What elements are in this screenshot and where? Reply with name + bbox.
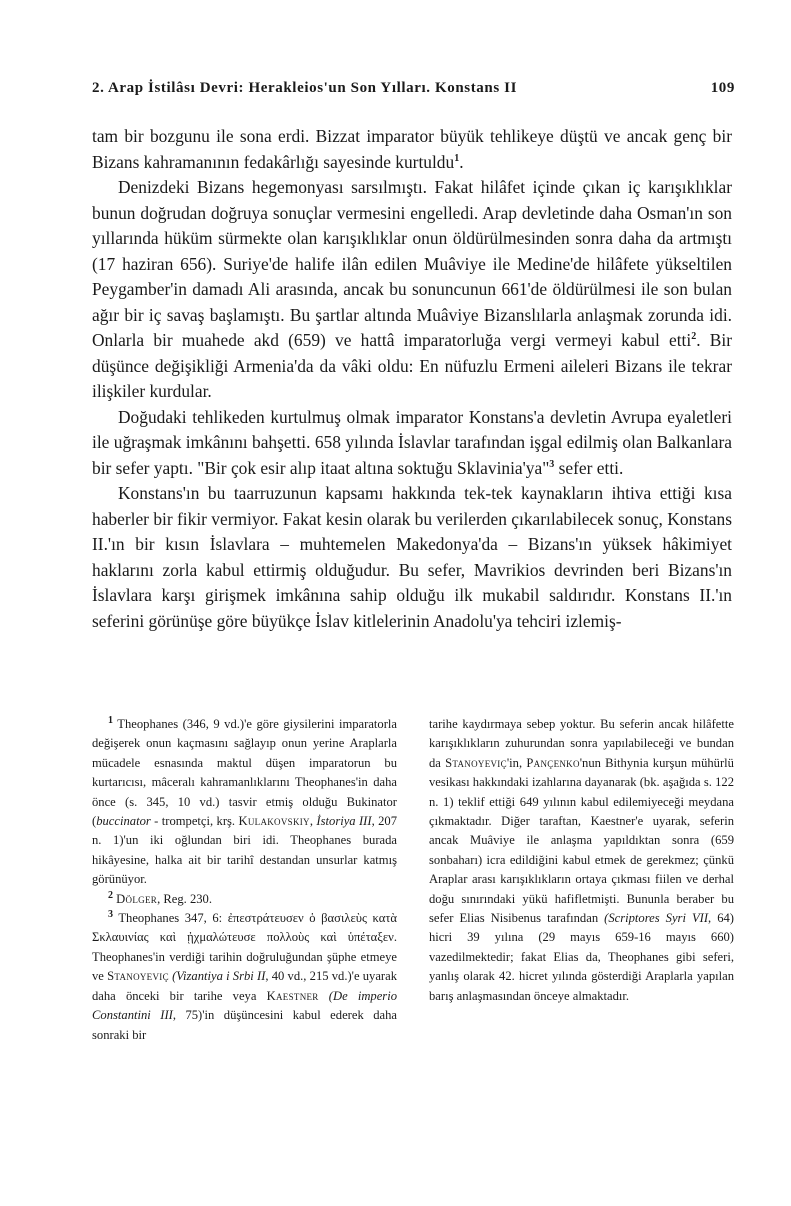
footnote-2-mark: 2 [108, 889, 113, 901]
footnote-3-cont-text-a: tarihe kaydırmaya sebep yoktur. Bu seferin ancak hilâfette karışıklıkların zuhurundan sonra yapılabileceği ve bundan da [429, 717, 734, 770]
paragraph-3-text-b: sefer etti. [554, 457, 624, 478]
footnote-2-ref: , Reg. 230. [157, 891, 212, 906]
footnotes-left-column [92, 715, 397, 1045]
footnote-ref-3: 3 [549, 458, 555, 470]
footnote-3-work-1: (Vizantiya i Srbi II [168, 969, 266, 984]
footnote-3-cont-text-b: 'in, [506, 755, 527, 770]
paragraph-1: tam bir bozgunu ile sona erdi. Bizzat imparator büyük tehlikeye düştü ve ancak genç bir Bizans kahramanının fedakârlığı sayesinde kurtuldu$^1$. [92, 126, 732, 172]
chapter-title: 2. Arap İstilâsı Devri: Herakleios'un Son Yılları. Konstans II [92, 80, 518, 96]
footnote-1-text-a: Theophanes (346, 9 vd.)'e göre giysilerini imparatorla değişerek onun kaçmasını sağlayıp onun yerine Araplarla mücadele esnasında maktul düşen imparatorun bu kurtarıcısı, mâceralı kahramanlıklarını Theophanes'in daha önce (s. 345, 10 vd.) tasvir etmiş olduğu Bukinator ( [92, 717, 397, 829]
footnote-3-mark: 3 [108, 908, 113, 920]
paragraph-2 [92, 175, 732, 405]
footnotes-right-column [429, 715, 734, 1006]
footnote-3-author-2: Kaestner [266, 988, 319, 1003]
footnote-1-work: İstoriya III [316, 814, 372, 829]
footnote-3-continued [429, 715, 734, 1006]
footnote-1-term: buccinator [96, 814, 151, 829]
paragraph-1-text: tam bir bozgunu ile sona erdi. Bizzat imparator büyük tehlikeye düştü ve ancak genç bir Bizans kahramanının fedakârlığı sayesinde kurtuldu [92, 126, 732, 172]
paragraph-2-text-b: . Bir düşünce değişikliği Armenia'da da vâki oldu: En nüfuzlu Ermeni aileleri Bizans ile tekrar ilişkiler kurdular. [92, 330, 732, 401]
paragraph-3 [92, 405, 732, 482]
paragraph-3-text-a: Doğudaki tehlikeden kurtulmuş olmak imparator Konstans'a devletin Avrupa eyaletleri ile uğraşmak imkânını bahşetti. 658 yılında İslavlar tarafından işgal edilmiş olan Balkanlara bir sefer yaptı. "Bir çok esir alıp itaat altına soktuğu Sklavinia'ya" [92, 406, 732, 478]
footnote-3 [92, 909, 397, 1045]
footnote-3-author-1: Stanoyeviç [107, 969, 169, 984]
footnote-3-text-a: Theophanes 347, 6: ἐπεστράτευσεν ὁ βασιλεὺς κατὰ Σκλαυινίας καὶ ᾐχμαλώτευσε πολλοὺς καὶ ὑπέταξεν. Theophanes'in verdiği tarihin doğruluğundan şüphe etmeye ve [92, 911, 398, 984]
footnotes [92, 715, 734, 1145]
paragraph-4: Konstans'ın bu taarruzunun kapsamı hakkında tek-tek kaynakların ihtiva ettiği kısa haberler bir fikir vermiyor. Fakat kesin olarak bu verilerden çıkarılabilecek sonuç, Konstans II.'ın bir kısın İslavlara – muhtemelen Makedonya'da – Bizans'ın yüksek hâkimiyet haklarını zorla kabul ettirmiş olduğudur. Bu sefer, Mavrikios devrinden beri Bizans'ın İslavlara karşı girişmek imkânına sahip olduğu ilk mukabil saldırıdır. Konstans II.'ın seferini görünüşe göre büyükçe İslav kitlelerinin Anadolu'ya tehciri izlemiş- [92, 483, 732, 631]
footnote-3-cont-author-2: Pançenko [526, 755, 580, 770]
footnote-3-text-b: , 40 vd., 215 vd.)'e uyarak daha önceki bir tarihe veya [92, 969, 397, 1003]
footnote-1 [92, 715, 397, 890]
footnote-ref-1: 1 [454, 152, 460, 164]
footnote-3-cont-text-c: 'nun Bithynia kurşun mühürlü vesikası hakkındaki izahlarına dayanarak (bk. aşağıda s. 122 n. 1) teklif ettiği 649 yılının kabul edilemiyeceği meydana çıkmaktadır. Diğer taraftan, Kaestner'e uyarak, seferin ancak Muâviye ile anlaşma yapıldıktan sonra (659 sonbaharı) icra edildiğini kabul etmek de gerekmez; çünkü Araplar arası karışıklıkların ortaya çıkması fiilen ve derhal doğu sınırındaki yükü hafifletmişti. Bununla beraber bu sefer Elias Nisibenus tarafından [429, 755, 734, 926]
footnote-3-work-2: (De imperio Constantini III [92, 988, 397, 1023]
main-text [92, 124, 732, 634]
footnote-ref-2: 2 [691, 331, 697, 343]
running-head [92, 80, 735, 104]
footnote-3-cont-text-d: , 64) hicri 39 yılına (29 mayıs 659-16 mayıs 660) vazedilmektedir; fakat Elias da, Theophanes gibi seferi, yanlış olarak 42. hicret yılında gösterdiği Araplarla yapılan barış anlaşmasından önceye almaktadır. [429, 911, 734, 1003]
footnote-3-cont-work: (Scriptores Syri VII [604, 911, 709, 926]
footnote-2-author: Dölger [116, 891, 158, 906]
footnote-3-cont-author-1: Stanoyeviç [445, 755, 507, 770]
footnote-1-text-d: , 207 n. 1)'un iki oğlundan biri idi. Theophanes burada hikâyesine, halka ait bir tarihî destandan unsurlar katmış görünüyor. [92, 814, 398, 887]
footnote-2 [92, 890, 397, 909]
page-number: 109 [710, 80, 735, 96]
footnote-1-mark: 1 [108, 714, 113, 726]
paragraph-2-text-a: Denizdeki Bizans hegemonyası sarsılmıştı. Fakat hilâfet içinde çıkan iç karışıklıklar bunun doğrudan doğruya sonuçlar vermesini engelledi. Arap devletinde daha Osman'ın son yıllarında hüküm sürmekte olan karışıklıklar onun öldürülmesinden sonra daha da artmıştı (17 haziran 656). Suriye'de halife ilân edilen Muâviye ile Medine'de hilâfete yükseltilen Peygamber'in damadı Ali arasında, ancak bu sonuncunun 661'de öldürülmesi ile son bulan ağır bir iç savaş başlamıştı. Bu şartlar altında Muâviye Bizanslılarla anlaşmak zorunda idi. Onlarla bir muahede akd (659) ve hattâ imparatorluğa vergi vermeyi kabul etti [92, 177, 732, 350]
footnote-1-text-b: - trompetçi, krş. [150, 814, 239, 829]
footnote-3-text-c: , 75)'in düşüncesini kabul ederek daha sonraki bir [92, 1008, 397, 1042]
footnote-1-text-c: , [309, 814, 317, 829]
footnote-1-author: Kulakovskiy [238, 814, 310, 829]
